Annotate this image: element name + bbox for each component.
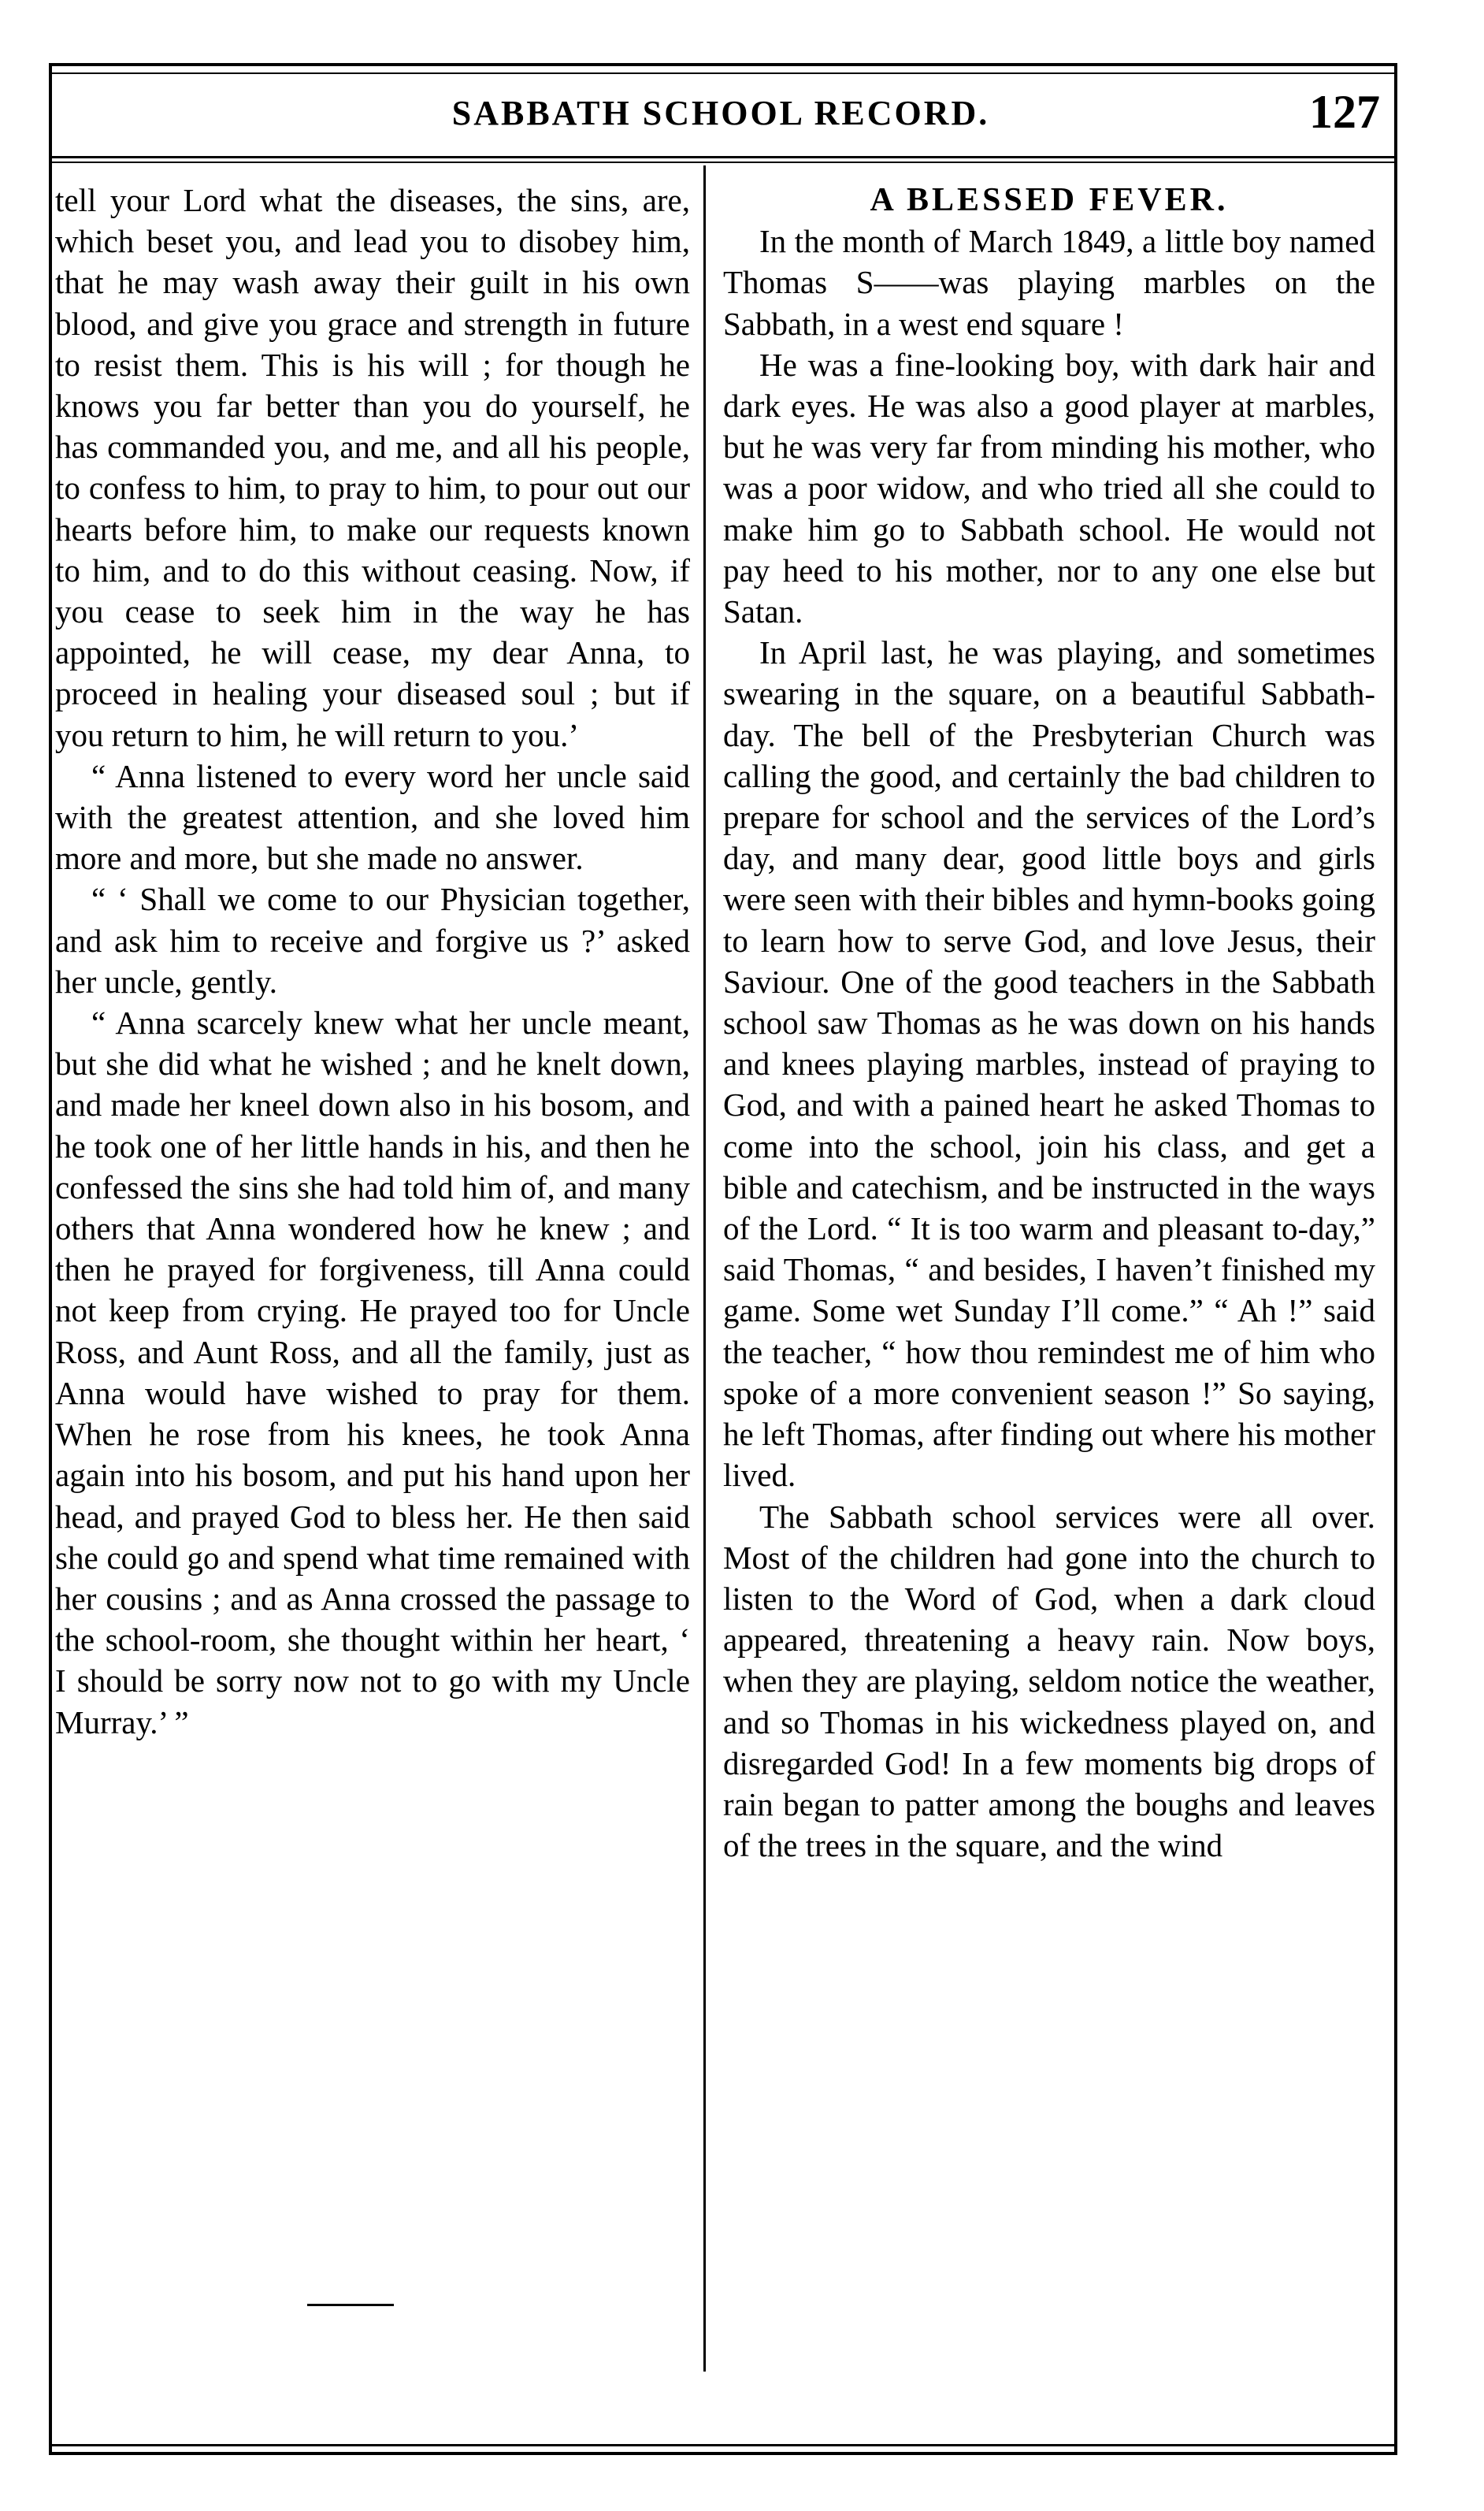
paragraph: In April last, he was playing, and sometimes swearing in the square, on a beautiful Sabbath-day. The bell of the Presbyterian Church was calling the good, and certainly the bad children to prepare for school and the services of the Lord’s day, and many dear, good little boys and girls were seen with their bibles and hymn-books going to learn how to serve God, and love Jesus, their Saviour. One of the good teachers in the Sabbath school saw Thomas as he was down on his hands and knees playing marbles, instead of praying to God, and with a pained heart he asked Thomas to come into the school, join his class, and get a bible and catechism, and be instructed in the ways of the Lord. “ It is too warm and pleasant to-day,” said Thomas, “ and besides, I haven’t finished my game. Some wet Sunday I’ll come.” “ Ah !” said the teacher, “ how thou remindest me of him who spoke of a more convenient season !” So saying, he left Thomas, after finding out where his mother lived.: [723, 634, 1375, 1494]
paragraph: “ ‘ Shall we come to our Physician together, and ask him to receive and forgive us ?’ asked her uncle, gently.: [55, 881, 690, 1000]
right-border-rule: [1394, 63, 1397, 2455]
paragraph: In the month of March 1849, a little boy named Thomas S——was playing marbles on the Sabbath, in a west end square !: [723, 223, 1375, 342]
top-border-rule-thin: [49, 72, 1397, 74]
section-separator-rule: [307, 2304, 394, 2306]
bottom-border-rule-thin: [49, 2452, 1397, 2455]
left-border-rule: [49, 63, 52, 2455]
paragraph: The Sabbath school services were all over. Most of the children had gone into the church to listen to the Word of God, when a dark cloud appeared, threatening a heavy rain. Now boys, when they are playing, seldom notice the weather, and so Thomas in his wickedness played on, and disregarded God! In a few moments big drops of rain began to patter among the boughs and leaves of the trees in the square, and the wind: [723, 1498, 1375, 1864]
header-rule-thin: [49, 162, 1397, 163]
top-border-rule: [49, 63, 1397, 66]
paragraph: tell your Lord what the diseases, the sins, are, which beset you, and lead you to disobey him, that he may wash away their guilt in his own blood, and give you grace and strength in future to resist them. This is his will ; for though he knows you far better than you do yourself, he has commanded you, and me, and all his people, to confess to him, to pray to him, to pour out our hearts before him, to make our requests known to him, and to do this without ceasing. Now, if you cease to seek him in the way he has appointed, he will cease, my dear Anna, to proceed in healing your diseased soul ; but if you return to him, he will return to you.’: [55, 182, 690, 753]
paragraph: “ Anna listened to every word her uncle said with the greatest attention, and she loved him more and more, but she made no answer.: [55, 757, 690, 877]
running-header: [55, 85, 1386, 148]
page-number: 127: [1309, 86, 1380, 138]
article-title: A BLESSED FEVER.: [870, 182, 1229, 218]
left-column: [55, 180, 690, 2358]
column-divider-rule: [703, 165, 706, 2372]
bottom-border-rule: [49, 2444, 1397, 2446]
paragraph: “ Anna scarcely knew what her uncle meant, but she did what he wished ; and he knelt down, and made her kneel down also in his bosom, and he took one of her little hands in his, and then he confessed the sins she had told him of, and many others that Anna wondered how he knew ; and then he prayed for forgiveness, till Anna could not keep from crying. He prayed too for Uncle Ross, and Aunt Ross, and all the family, just as Anna would have wished to pray for them. When he rose from his knees, he took Anna again into his bosom, and put his hand upon her head, and prayed God to bless her. He then said she could go and spend what time remained with her cousins ; and as Anna crossed the passage to the school-room, she thought within her heart, ‘ I should be sorry now not to go with my Uncle Murray.’ ”: [55, 1005, 690, 1740]
header-rule: [49, 156, 1397, 158]
right-column: [723, 180, 1375, 2358]
paragraph: He was a fine-looking boy, with dark hair and dark eyes. He was also a good player at marbles, but he was very far from minding his mother, who was a poor widow, and who tried all she could to make him go to Sabbath school. He would not pay heed to his mother, nor to any one else but Satan.: [723, 346, 1375, 630]
running-title: SABBATH SCHOOL RECORD.: [451, 94, 990, 132]
